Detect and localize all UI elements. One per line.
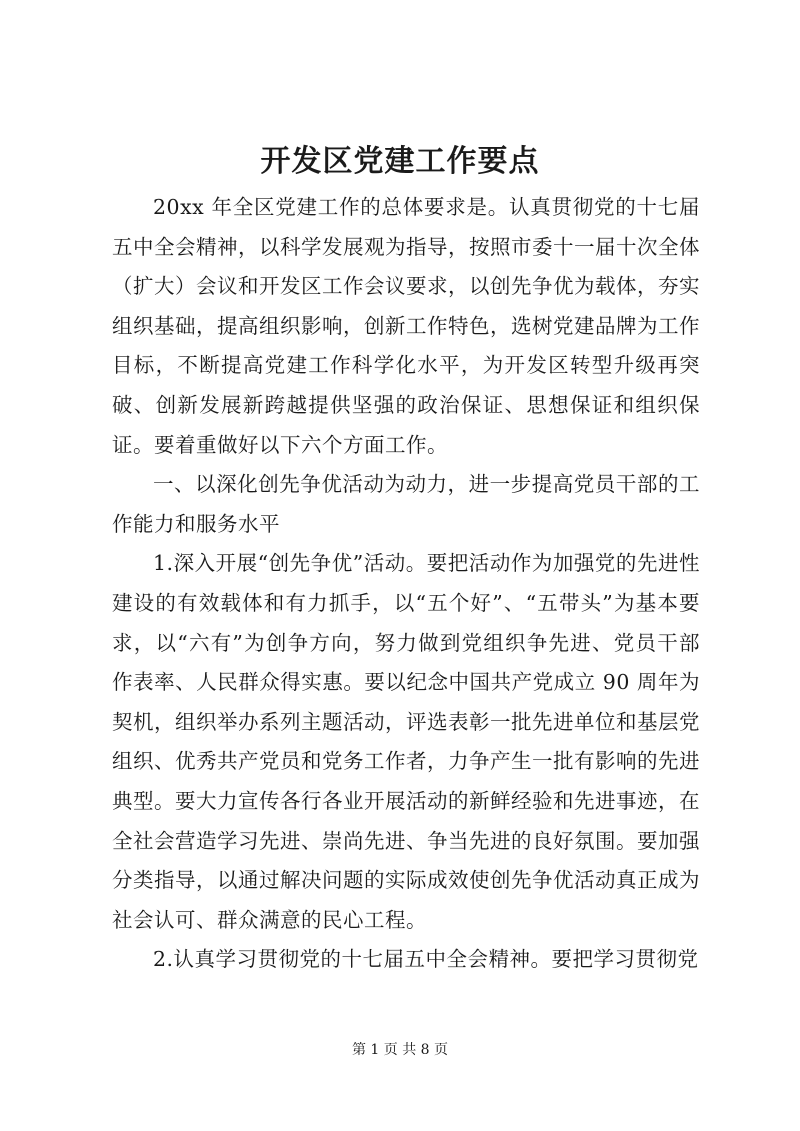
paragraph-intro: 20xx 年全区党建工作的总体要求是。认真贯彻党的十七届五中全会精神，以科学发展观为指导，按照市委十一届十次全体（扩大）会议和开发区工作会议要求，以创先争优为载体，夯实组织基础，提高组织影响，创新工作特色，选树党建品牌为工作目标，不断提高党建工作科学化水平，为开发区转型升级再突破、创新发展新跨越提供坚强的政治保证、思想保证和组织保证。要着重做好以下六个方面工作。: [112, 195, 700, 457]
document-title: 开发区党建工作要点: [260, 144, 540, 179]
paragraph-item-two: 2.认真学习贯彻党的十七届五中全会精神。要把学习贯彻党: [153, 947, 699, 972]
paragraph-item-one: 1.深入开展“创先争优”活动。要把活动作为加强党的先进性建设的有效载体和有力抓手，以“五个好”、“五带头”为基本要求，以“六有”为创争方向，努力做到党组织争先进、党员干部作表率、人民群众得实惠。要以纪念中国共产党成立 90 周年为契机，组织举办系列主题活动，评选表彰一批先进单位和基层党组织、优秀共产党员和党务工作者，力争产生一批有影响的先进典型。要大力宣传各行各业开展活动的新鲜经验和先进事迹，在全社会营造学习先进、崇尚先进、争当先进的良好氛围。要加强分类指导，以通过解决问题的实际成效使创先争优活动真正成为社会认可、群众满意的民心工程。: [112, 551, 700, 932]
document-body: [112, 188, 700, 980]
paragraph-section-one-heading: 一、以深化创先争优活动为动力，进一步提高党员干部的工作能力和服务水平: [112, 472, 700, 536]
page-number-footer: 第 1 页 共 8 页: [351, 1042, 449, 1058]
